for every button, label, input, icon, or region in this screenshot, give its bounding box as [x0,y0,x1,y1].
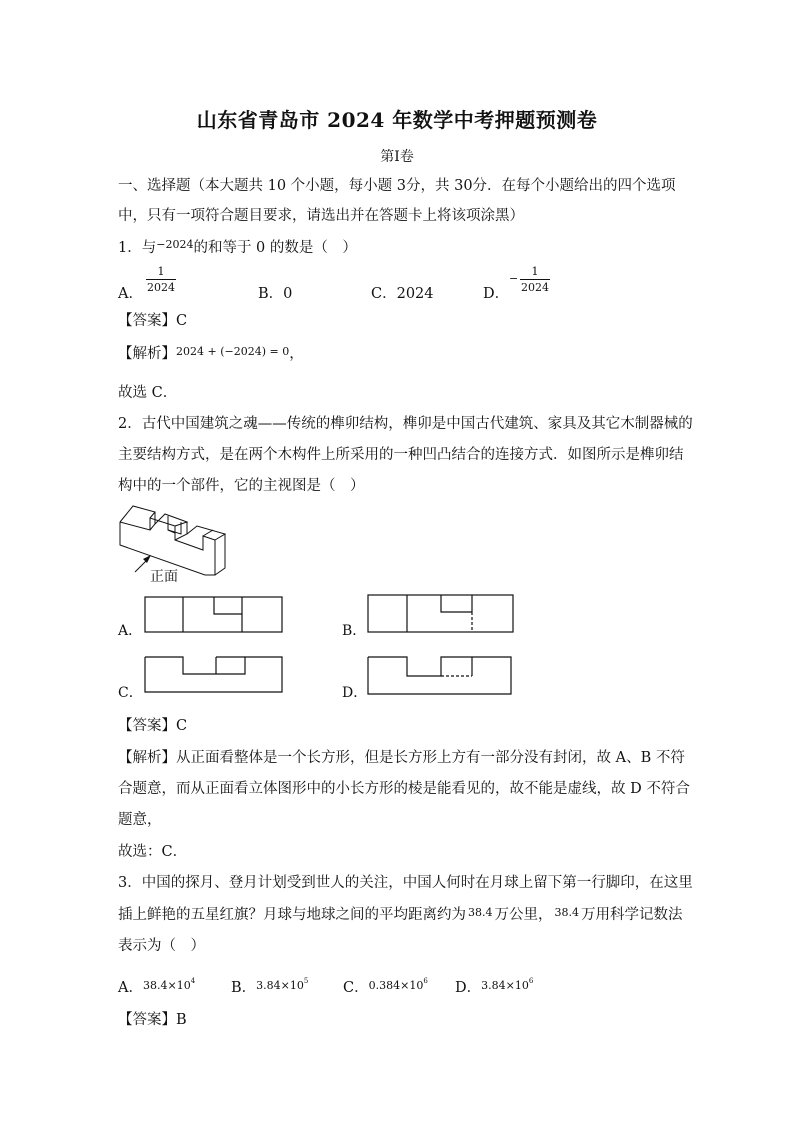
page-title: 山东省青岛市 2024 年数学中考押题预测卷 [196,108,598,132]
q3-option-c-label: C． [343,979,369,996]
q2-option-d-figure [367,656,515,696]
q3-option-d-label: D． [455,979,482,996]
q3-stem-line2-a: 插上鲜艳的五星红旗？月球与地球之间的平均距离约为 [118,907,466,923]
q2-stem-line1: 2．古代中国建筑之魂——传统的榫卯结构，榫卯是中国古代建筑、家具及其它木制器械的 [118,416,693,432]
q2-option-a-figure [144,596,284,634]
q1-stem-expr: −2024 [156,238,194,251]
q2-stem-line2: 主要结构方式，是在两个木构件上所采用的一种凹凸结合的连接方式．如图所示是榫卯结 [118,447,684,463]
q1-option-a-label: A． [118,286,143,302]
q2-option-b-figure [367,594,515,634]
q1-option-d-fraction [520,265,550,294]
q2-option-a-label: A． [118,623,143,639]
q3-option-d [455,974,533,999]
q1-option-a-fraction [146,265,176,294]
q2-analysis-line2: 合题意，而从正面看立体图形中的小长方形的棱是能看见的，故不能是虚线，故 D 不符合 [118,781,690,797]
q3-option-b-label: B． [231,979,257,996]
front-view-label: 正面 [150,569,178,585]
q3-stem-line1: 3．中国的探月、登月计划受到世人的关注，中国人何时在月球上留下第一行脚印，在这里 [118,875,693,891]
q3-option-b-base: 3.84×10 [256,978,304,992]
fraction-bar [520,279,550,280]
q3-distance-value-1: 38.4 [468,906,493,919]
q2-analysis-line1: 【解析】从正面看整体是一个长方形，但是长方形上方有一部分没有封闭，故 A、B 不符 [118,750,685,766]
q1-analysis-expr: 2024 + (−2024) = 0 [176,345,290,358]
fraction-bar [146,279,176,280]
q2-conclusion: 故选：C． [118,844,188,860]
q3-stem-line2-c: 万用科学记数法 [581,907,683,923]
q1-option-d-label: D． [483,286,510,302]
q2-option-c-label: C． [118,685,143,701]
q3-option-b [231,974,308,999]
q1-option-a-denominator: 2024 [147,281,175,294]
q3-option-a-exponent: 4 [190,977,196,985]
volume-label: 第Ⅰ卷 [380,149,414,165]
q1-analysis [118,344,304,365]
q1-option-d-sign: − [509,272,519,285]
q1-stem-suffix: 的和等于 0 的数是（ ） [193,240,357,256]
q3-stem-line2-b: 万公里， [494,907,553,923]
q2-option-c-figure [144,656,284,694]
q1-analysis-label: 【解析】 [118,346,176,362]
q3-option-d-base: 3.84×10 [481,978,529,992]
q1-analysis-tail: ， [289,346,304,362]
q1-option-b: B．0 [258,286,293,302]
q2-option-d-label: D． [342,685,368,701]
section-header-line2: 中，只有一项符合题目要求，请选出并在答题卡上将该项涂黑） [118,208,524,224]
q2-analysis-line3: 题意， [118,812,162,828]
q1-option-d-numerator: 1 [531,265,539,278]
q1-answer: 【答案】C [118,313,188,329]
q1-stem [118,238,357,259]
q3-option-a [118,974,195,999]
section-header-line1: 一、选择题（本大题共 10 个小题，每小题 3分，共 30分．在每个小题给出的四个选项 [118,178,676,194]
q2-answer: 【答案】C [118,718,188,734]
q3-option-a-base: 38.4×10 [142,978,191,992]
q2-option-b-label: B． [342,623,367,639]
q3-answer: 【答案】B [118,1012,187,1028]
q2-stem-line3: 构中的一个部件，它的主视图是（ ） [118,478,365,494]
q3-stem-line3: 表示为（ ） [118,938,205,954]
q3-option-a-label: A． [118,979,143,996]
q3-distance-value-2: 38.4 [554,906,579,919]
q3-option-c-exponent: 6 [423,977,428,985]
q1-option-d-denominator: 2024 [521,281,549,294]
q3-option-c [343,974,428,999]
q1-option-a-numerator: 1 [157,265,165,278]
q3-stem-line2 [118,905,683,926]
q1-stem-prefix: 1．与 [118,240,157,256]
q3-option-b-exponent: 5 [303,977,309,985]
q1-option-c: C．2024 [371,286,434,302]
q3-option-d-exponent: 6 [528,977,534,985]
q1-conclusion: 故选 C． [118,385,178,401]
q3-option-c-base: 0.384×10 [368,978,424,992]
